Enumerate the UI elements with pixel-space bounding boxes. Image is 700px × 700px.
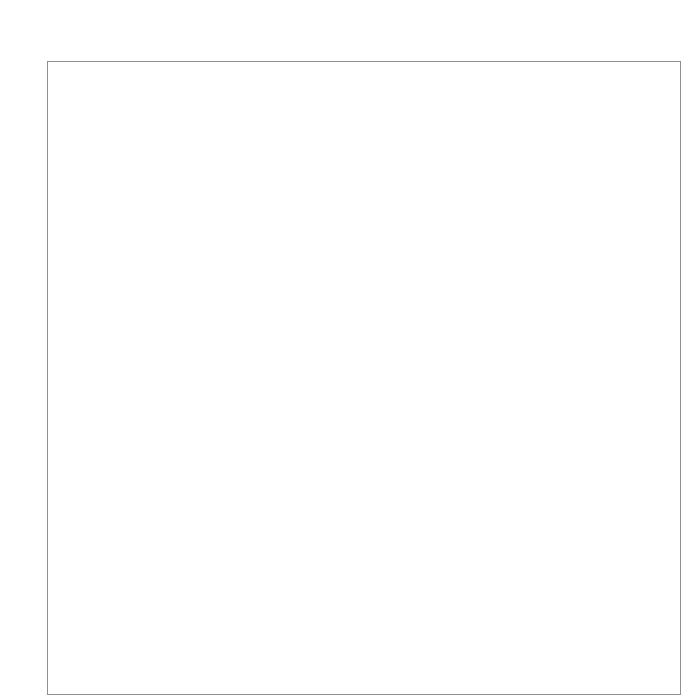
size-area: [47, 61, 681, 695]
